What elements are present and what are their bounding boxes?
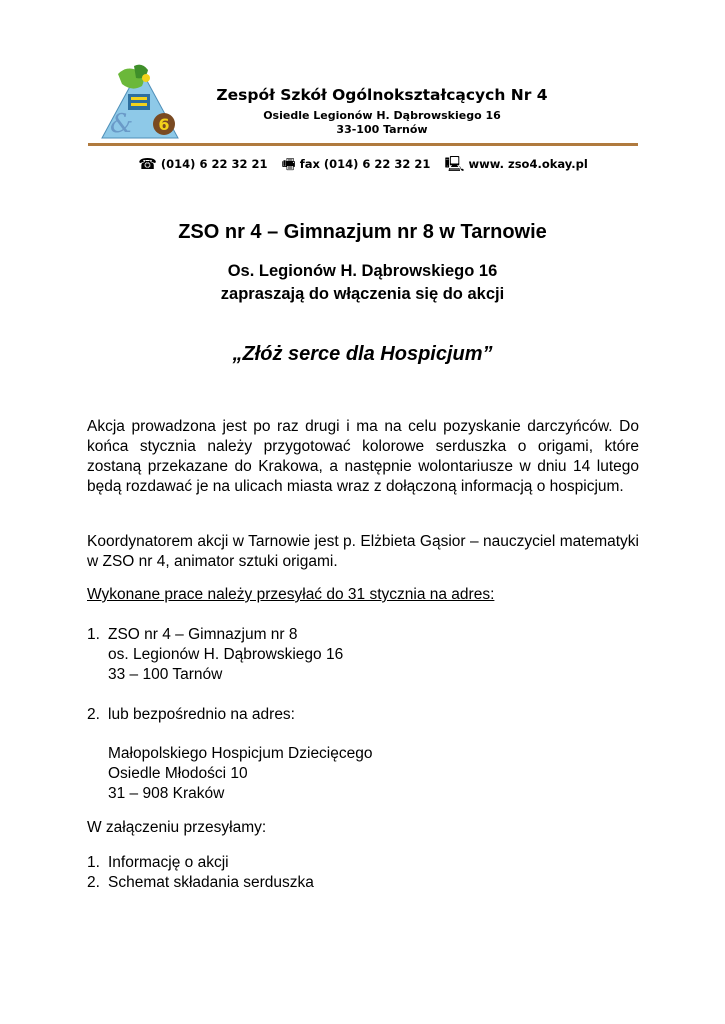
website: www. zso4.okay.pl: [468, 157, 588, 171]
document-title: ZSO nr 4 – Gimnazjum nr 8 w Tarnowie: [178, 221, 547, 243]
fax-icon: 🖷: [281, 155, 296, 173]
list-number: 2.: [87, 706, 100, 723]
subtitle-invitation: zapraszają do włączenia się do akcji: [220, 285, 505, 303]
address2-intro: lub bezpośrednio na adres:: [108, 706, 295, 723]
list-number: 1.: [87, 854, 100, 871]
hospice-address-line3: 31 – 908 Kraków: [108, 785, 225, 802]
hospice-address-line2: Osiedle Młodości 10: [108, 765, 248, 782]
subtitle-address: Os. Legionów H. Dąbrowskiego 16: [227, 262, 498, 280]
attachment-item: Informację o akcji: [108, 854, 229, 871]
svg-text:6: 6: [158, 115, 170, 134]
fax-number: (014) 6 22 32 21: [323, 157, 431, 171]
computer-icon: 🖳: [444, 155, 465, 173]
fax-label: fax: [299, 157, 320, 171]
phone-icon: ☎: [138, 155, 157, 173]
address1-line1: ZSO nr 4 – Gimnazjum nr 8: [108, 626, 298, 643]
school-address-line1: Osiedle Legionów H. Dąbrowskiego 16: [263, 109, 501, 122]
address1-line2: os. Legionów H. Dąbrowskiego 16: [108, 646, 344, 663]
send-heading: Wykonane prace należy przesyłać do 31 stycznia na adres:: [87, 586, 495, 603]
school-crest-icon: [98, 60, 182, 144]
school-address-line2: 33-100 Tarnów: [336, 123, 428, 136]
school-logo: [98, 60, 182, 144]
phone-number: (014) 6 22 32 21: [160, 157, 268, 171]
paragraph-coordinator: Koordynatorem akcji w Tarnowie jest p. Elżbieta Gąsior – nauczyciel matematyki w ZSO nr 4, animator sztuki origami.: [87, 533, 639, 570]
campaign-slogan: „Złóż serce dla Hospicjum”: [232, 343, 493, 365]
contact-line: [88, 154, 638, 179]
list-number: 2.: [87, 874, 100, 891]
svg-text:&: &: [110, 109, 134, 139]
header-divider: [88, 143, 638, 146]
attachments-heading: W załączeniu przesyłamy:: [87, 819, 267, 836]
attachment-item: Schemat składania serduszka: [108, 874, 314, 891]
address1-line3: 33 – 100 Tarnów: [108, 666, 223, 683]
paragraph-description: Akcja prowadzona jest po raz drugi i ma na celu pozyskanie darczyńców. Do końca stycznia należy przygotować kolorowe serduszka o origami, które zostaną przekazane do Krakowa, a następnie wolontariusze w dniu 14 lutego będą rozdawać je na ulicach miasta wraz z dołączoną informacją o hospicjum.: [87, 418, 639, 495]
list-number: 1.: [87, 626, 100, 643]
school-name: Zespół Szkół Ogólnokształcących Nr 4: [216, 86, 548, 104]
hospice-address-line1: Małopolskiego Hospicjum Dziecięcego: [108, 745, 373, 762]
